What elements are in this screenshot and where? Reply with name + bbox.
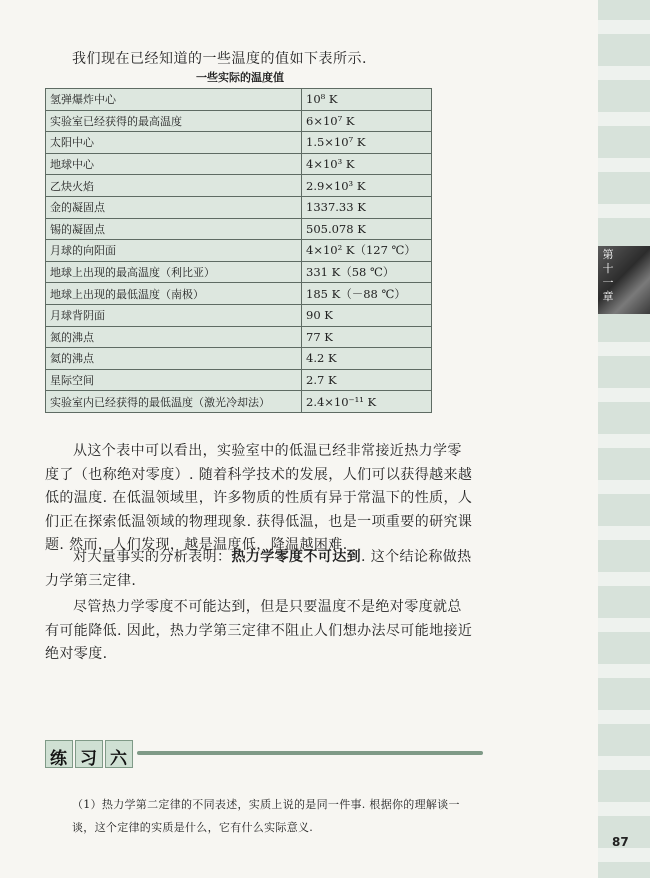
row-value-cell: 4.2 K (302, 348, 432, 370)
exercise-char-box (75, 740, 103, 768)
margin-stripe (598, 204, 650, 218)
exercise-rule (137, 751, 483, 755)
table-row (46, 326, 432, 348)
row-value-cell: 1.5×10⁷ K (302, 132, 432, 154)
margin-stripe (598, 388, 650, 402)
row-name-cell: 氢弹爆炸中心 (46, 89, 302, 111)
exercise-char: 六 (110, 749, 127, 769)
table-row (46, 132, 432, 154)
table-row (46, 261, 432, 283)
row-value-cell: 2.7 K (302, 369, 432, 391)
row-name-cell: 地球中心 (46, 153, 302, 175)
table-row (46, 304, 432, 326)
paragraph (45, 546, 473, 593)
intro-text: 我们现在已经知道的一些温度的值如下表所示. (72, 51, 367, 67)
row-value-cell: 2.4×10⁻¹¹ K (302, 391, 432, 413)
row-name-cell: 氮的沸点 (46, 326, 302, 348)
paragraph-tail: . 这个结论称做热力学第三定律. (45, 549, 472, 589)
margin-stripe (598, 802, 650, 816)
table-row (46, 240, 432, 262)
paragraph-lead: 对大量事实的分析表明： (73, 549, 232, 565)
margin-stripe (598, 526, 650, 540)
row-name-cell: 金的凝固点 (46, 196, 302, 218)
row-value-cell: 505.078 K (302, 218, 432, 240)
margin-stripe (598, 20, 650, 34)
paragraph: 从这个表中可以看出，实验室中的低温已经非常接近热力学零度了（也称绝对零度）. 随着科学技术的发展，人们可以获得越来越低的温度. 在低温领域里，许多物质的性质有异于常温下的性质，人们正在探索低温领域的物理现象. 获得低温，也是一项重要的研究课题. 然而，人们发现，越是温度低，降温越困难. (45, 443, 473, 553)
row-value-cell: 4×10² K（127 ℃） (302, 240, 432, 262)
row-value-cell: 185 K（－88 ℃） (302, 283, 432, 305)
exercise-char: 习 (80, 749, 97, 769)
chapter-label: 第十一章 (602, 248, 614, 303)
table-row (46, 153, 432, 175)
table-row (46, 391, 432, 413)
margin-stripe (598, 158, 650, 172)
temperature-table (45, 88, 432, 413)
margin-stripe (598, 572, 650, 586)
table-row (46, 110, 432, 132)
margin-stripe (598, 618, 650, 632)
row-value-cell: 77 K (302, 326, 432, 348)
chapter-tab (598, 246, 650, 314)
paragraph: 尽管热力学零度不可能达到，但是只要温度不是绝对零度就总有可能降低. 因此，热力学第三定律不阻止人们想办法尽可能地接近绝对零度. (45, 599, 473, 662)
row-name-cell: 地球上出现的最高温度（利比亚） (46, 261, 302, 283)
table-caption: 一些实际的温度值 (196, 71, 284, 84)
row-name-cell: 地球上出现的最低温度（南极） (46, 283, 302, 305)
margin-stripe (598, 434, 650, 448)
page-number: 87 (612, 835, 629, 849)
row-name-cell: 星际空间 (46, 369, 302, 391)
row-value-cell: 2.9×10³ K (302, 175, 432, 197)
margin-stripe (598, 480, 650, 494)
table-row (46, 175, 432, 197)
row-name-cell: 锡的凝固点 (46, 218, 302, 240)
exercise-question: （1）热力学第二定律的不同表述，实质上说的是同一件事. 根据你的理解谈一谈，这个定律的实质是什么，它有什么实际意义. (72, 798, 460, 834)
row-value-cell: 10⁸ K (302, 89, 432, 111)
margin-stripe (598, 66, 650, 80)
row-name-cell: 太阳中心 (46, 132, 302, 154)
row-name-cell: 乙炔火焰 (46, 175, 302, 197)
row-name-cell: 氦的沸点 (46, 348, 302, 370)
row-value-cell: 1337.33 K (302, 196, 432, 218)
row-name-cell: 月球背阴面 (46, 304, 302, 326)
row-value-cell: 4×10³ K (302, 153, 432, 175)
table-row (46, 89, 432, 111)
row-name-cell: 实验室内已经获得的最低温度（激光冷却法） (46, 391, 302, 413)
exercise-char: 练 (50, 749, 67, 769)
row-name-cell: 实验室已经获得的最高温度 (46, 110, 302, 132)
row-value-cell: 90 K (302, 304, 432, 326)
third-law-statement: 热力学零度不可达到 (231, 549, 362, 565)
table-row (46, 196, 432, 218)
margin-stripe (598, 664, 650, 678)
table-row (46, 369, 432, 391)
margin-stripe (598, 710, 650, 724)
exercise-char-box (105, 740, 133, 768)
row-value-cell: 331 K（58 ℃） (302, 261, 432, 283)
margin-stripe (598, 848, 650, 862)
margin-stripe (598, 112, 650, 126)
row-name-cell: 月球的向阳面 (46, 240, 302, 262)
margin-stripe (598, 756, 650, 770)
exercise-header (45, 740, 445, 770)
table-row (46, 348, 432, 370)
margin-stripe (598, 342, 650, 356)
margin-strip (598, 0, 650, 878)
exercise-char-box (45, 740, 73, 768)
table-row (46, 283, 432, 305)
table-row (46, 218, 432, 240)
row-value-cell: 6×10⁷ K (302, 110, 432, 132)
